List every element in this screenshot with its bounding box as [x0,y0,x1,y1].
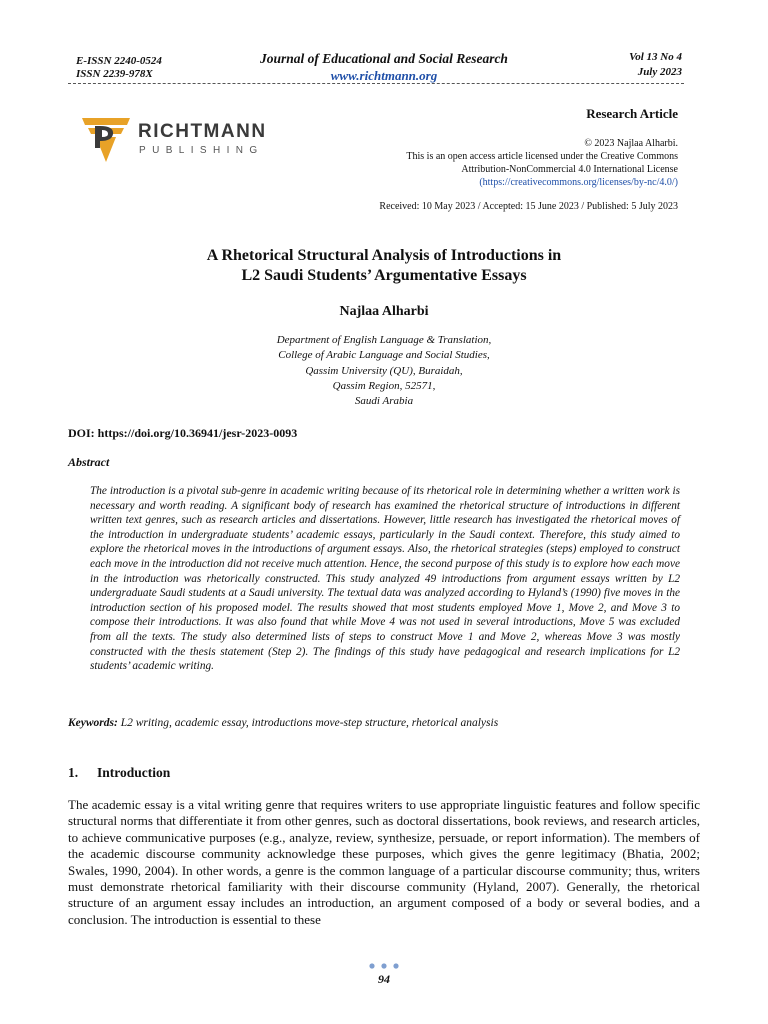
issue-date-text: July 2023 [637,66,682,78]
keywords-text: L2 writing, academic essay, introductions move-step structure, rhetorical analysis [117,717,499,729]
affiliation-line: Saudi Arabia [354,395,414,408]
issn-text: ISSN 2239-978X [76,68,153,80]
abstract-heading: Abstract [68,455,110,469]
logo-subtitle: PUBLISHING [139,145,264,156]
footer-dots-icon [364,961,404,971]
volume-text: Vol 13 No 4 [629,51,682,63]
richtmann-logo-icon [80,112,132,168]
publication-dates: Received: 10 May 2023 / Accepted: 15 June 2023 / Published: 5 July 2023 [379,201,678,212]
affiliation-block [68,333,700,409]
doi-link[interactable]: DOI: https://doi.org/10.36941/jesr-2023-0093 [68,426,298,440]
header-issn-block [76,55,162,81]
page-number: 94 [378,972,390,986]
license-link[interactable]: (https://creativecommons.org/licenses/by-nc/4.0/) [479,177,678,188]
affiliation-line: Department of English Language & Translation, [276,334,492,346]
license-line-1: This is an open access article licensed under the Creative Commons [406,151,678,162]
eissn-text: E-ISSN 2240-0524 [76,55,162,67]
abstract-text: The introduction is a pivotal sub-genre in academic writing because of its rhetorical role in determining whether a written work is necessary and worth reading. A significant body of research has examined the rhetorical structure of introductions in different written text genres, such as research articles and dissertations. However, little research has investigated the rhetorical moves of the introduction in undergraduate students’ academic essays, particularly in the Saudi context. Therefore, this study aimed to explore the rhetorical moves in the introductions of argument essays. Also, the rhetorical strategies (steps) employed to construct each move in the introduction did not receive much attention. Hence, the second purpose of this study is to explore how each move in the introduction was rhetorically constructed. This study analyzed 49 introductions from argument essays written by L2 undergraduate Saudi students at a Saudi university. The textual data was analyzed according to Hyland’s (1990) five moves in the introduction section of his proposed model. The results showed that most students employed Move 1, Move 2, and Move 3 to compose their introductions. It was also found that while Move 4 was not used in several introductions, Move 5 was excluded from all the texts. The study also determined lists of steps to construct Move 1 and Move 2, whereas Move 3 was mostly constructed with the thesis statement (Step 2). The findings of this study have pedagogical and research implications for L2 students’ academic writing. [90,485,680,673]
copyright-text: © 2023 Najlaa Alharbi. [584,138,678,149]
journal-url-link[interactable]: www.richtmann.org [330,68,438,83]
keywords-block [68,717,498,729]
article-type: Research Article [586,106,678,121]
affiliation-line: College of Arabic Language and Social Studies, [278,349,490,362]
paper-title [68,246,700,286]
introduction-paragraph: The academic essay is a vital writing genre that requires writers to use appropriate linguistic features and follow specific structural norms that differentiate it from other genres, such as doctoral dissertations, book reviews, and research articles, to achieve communicative purposes (e.g., analyze, review, synthesize, persuade, or report information). The members of the academic discourse community acknowledge these purposes, which gives the genre legitimacy (Bhatia, 2002; Swales, 1990, 2004). In other words, a genre is the common language of a particular discourse community; thus, writers must demonstrate rhetorical familiarity with their discourse community (Hyland, 2007). Generally, the rhetorical structure of an argument essay includes an introduction, an argument composed of a body or several bodies, and a conclusion. The introduction is essential to these [68,797,700,927]
header-journal-block [200,50,568,84]
author-name: Najlaa Alharbi [339,304,429,319]
title-line-1: A Rhetorical Structural Analysis of Introductions in [206,247,562,264]
keywords-label: Keywords: [68,717,118,729]
affiliation-line: Qassim Region, 52571, [332,379,436,392]
title-line-2: L2 Saudi Students’ Argumentative Essays [241,267,527,284]
header-divider [68,83,684,84]
journal-title: Journal of Educational and Social Research [260,51,508,66]
logo-name: RICHTMANN [138,121,267,142]
license-block [406,137,678,189]
section-heading [68,765,170,781]
license-line-2: Attribution-NonCommercial 4.0 International License [461,164,678,175]
section-title: Introduction [97,765,171,780]
publisher-logo [80,112,270,170]
section-number: 1. [68,765,79,780]
header-issue-block [629,50,682,80]
affiliation-line: Qassim University (QU), Buraidah, [305,364,463,377]
